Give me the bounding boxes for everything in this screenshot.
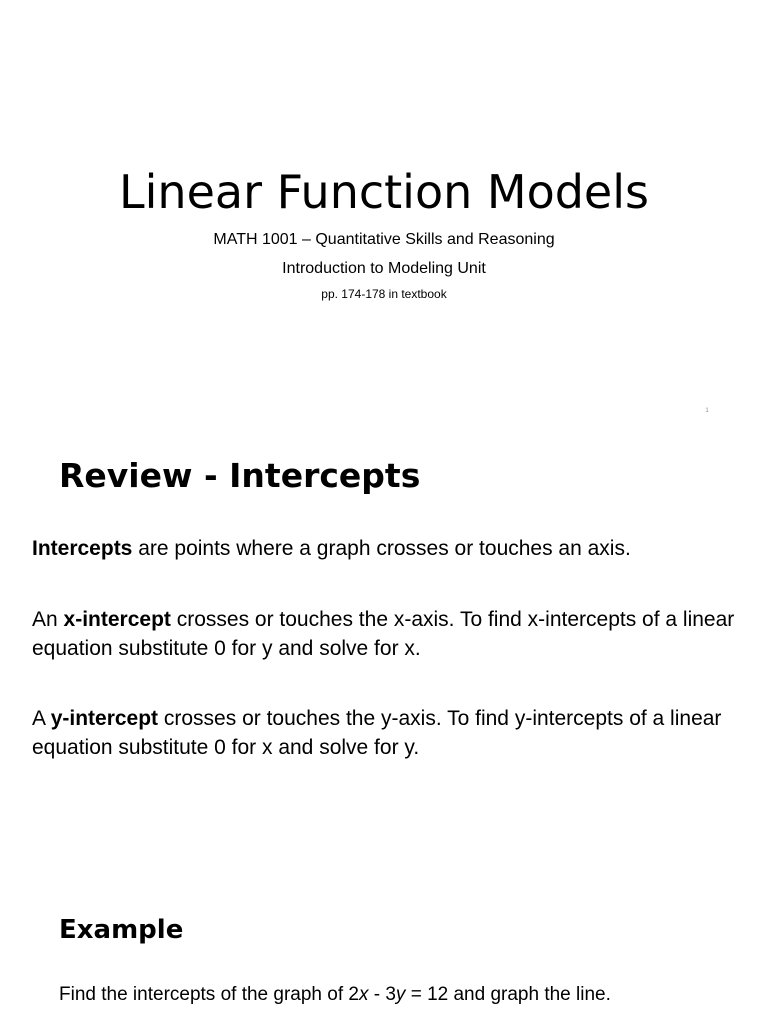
example-text-mid: - 3 bbox=[368, 984, 396, 1005]
intercepts-text: are points where a graph crosses or touches an axis. bbox=[132, 537, 631, 560]
x-intercept-lead: An bbox=[32, 608, 64, 631]
term-intercepts: Intercepts bbox=[32, 537, 133, 560]
title-slide bbox=[0, 0, 768, 432]
y-intercept-text: crosses or touches the y-axis. To find y-intercepts of a linear equation substitute 0 for x and solve for y. bbox=[32, 707, 722, 759]
unit-subtitle: Introduction to Modeling Unit bbox=[282, 260, 486, 277]
x-intercept-paragraph bbox=[32, 605, 742, 663]
x-intercept-text: crosses or touches the x-axis. To find x-intercepts of a linear equation substitute 0 for y and solve for x. bbox=[32, 608, 735, 660]
page-number: 1 bbox=[705, 408, 709, 414]
y-intercept-lead: A bbox=[32, 707, 51, 730]
term-y-intercept: y-intercept bbox=[50, 707, 159, 730]
course-subtitle: MATH 1001 – Quantitative Skills and Reasoning bbox=[213, 231, 555, 248]
term-x-intercept: x-intercept bbox=[63, 608, 171, 631]
example-var-x: x bbox=[358, 984, 369, 1005]
review-slide bbox=[0, 432, 768, 852]
example-text-end: = 12 and graph the line. bbox=[405, 984, 611, 1005]
example-var-y: y bbox=[395, 984, 406, 1005]
slide-title: Linear Function Models bbox=[119, 165, 649, 219]
example-text-start: Find the intercepts of the graph of 2 bbox=[59, 984, 359, 1005]
review-heading: Review - Intercepts bbox=[59, 456, 421, 495]
example-heading: Example bbox=[59, 915, 184, 945]
textbook-pages: pp. 174-178 in textbook bbox=[321, 287, 447, 301]
y-intercept-paragraph bbox=[32, 704, 742, 762]
intercepts-definition bbox=[32, 534, 742, 563]
example-problem bbox=[59, 982, 611, 1008]
example-slide bbox=[0, 852, 768, 1024]
